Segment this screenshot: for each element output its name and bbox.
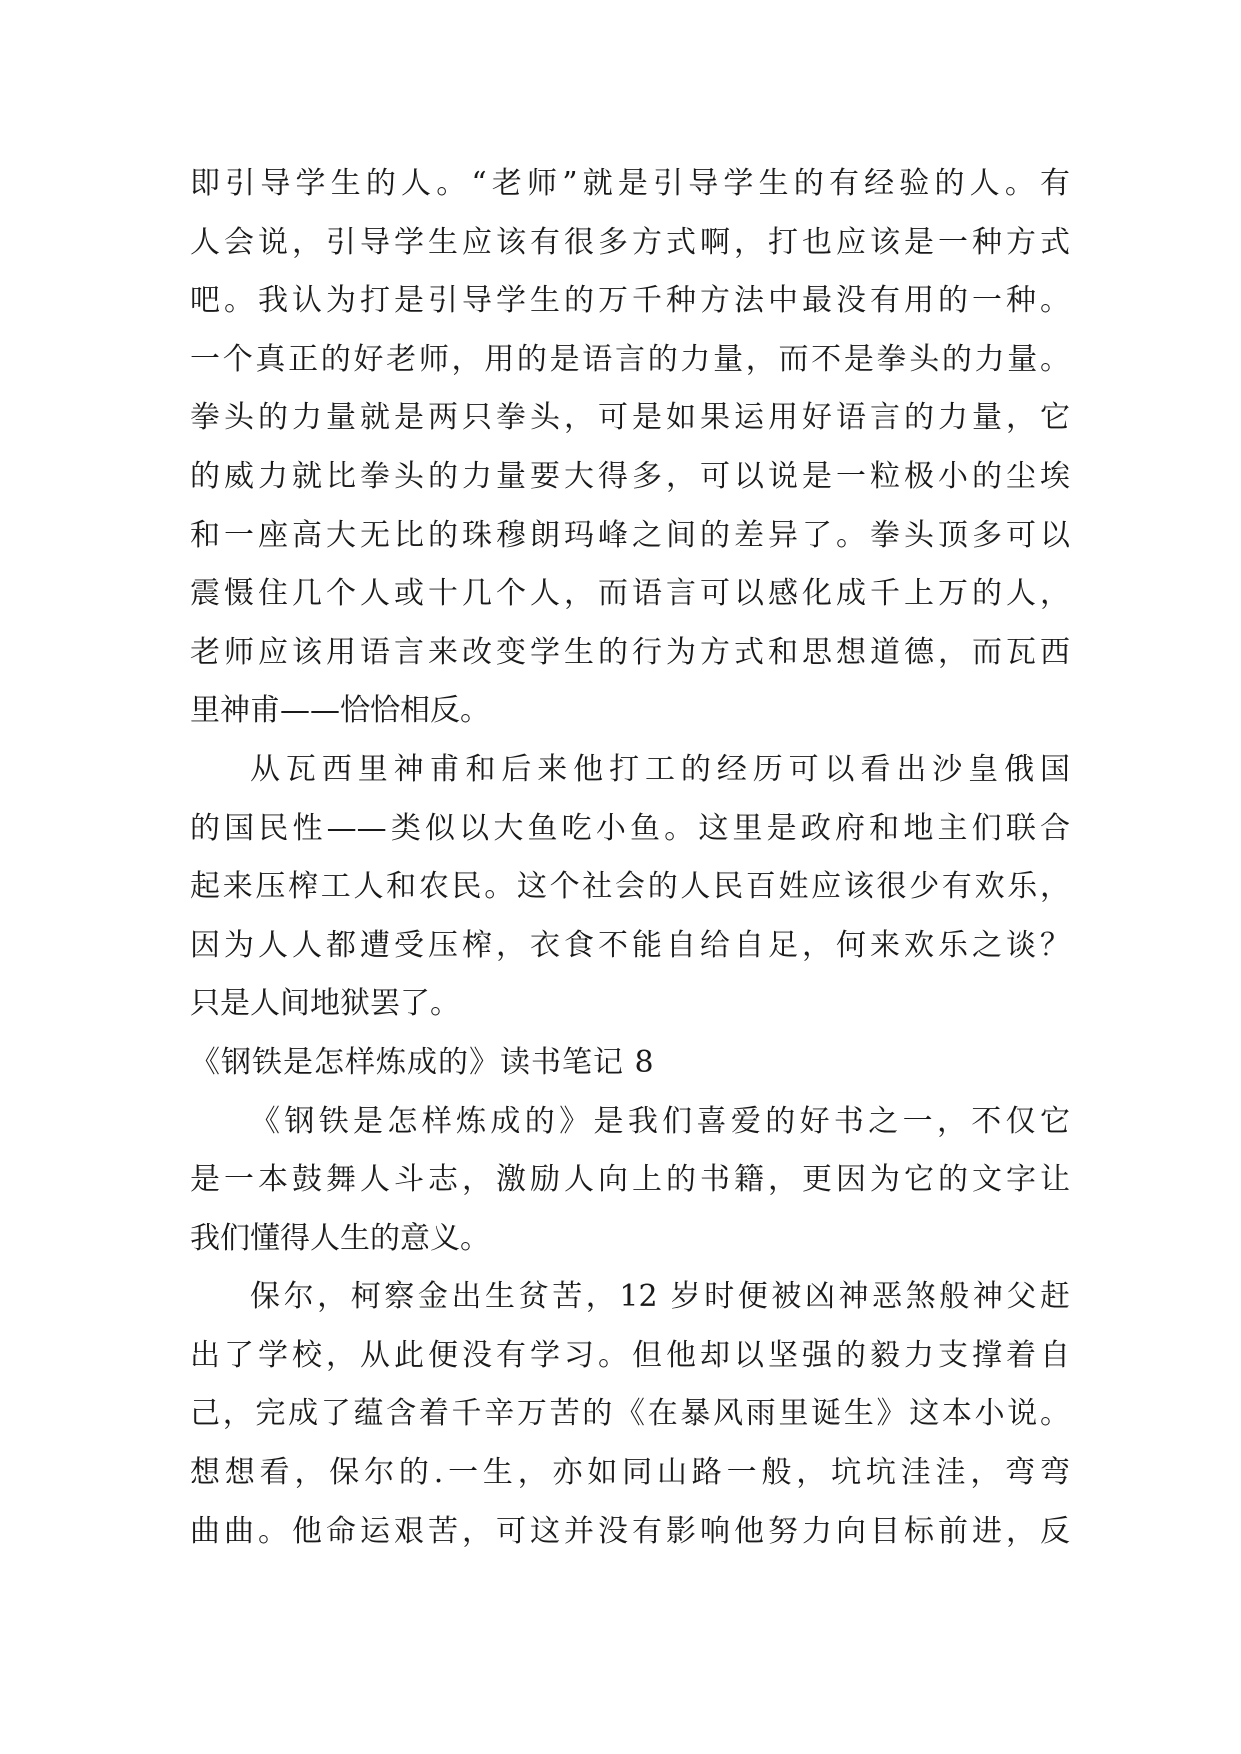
paragraph <box>190 155 1070 741</box>
text-line: 《钢铁是怎样炼成的》是我们喜爱的好书之一，不仅它 <box>250 1103 1070 1139</box>
text-line: 己，完成了蕴含着千辛万苦的《在暴风雨里诞生》这本小说。 <box>190 1396 1070 1432</box>
text-line: 人会说，引导学生应该有很多方式啊，打也应该是一种方式 <box>190 224 1070 260</box>
text-line: 一个真正的好老师，用的是语言的力量，而不是拳头的力量。 <box>190 341 1070 377</box>
heading-line: 《钢铁是怎样炼成的》读书笔记 8 <box>190 1044 655 1080</box>
text-line: 的威力就比拳头的力量要大得多，可以说是一粒极小的尘埃 <box>190 458 1070 494</box>
text-line: 的国民性——类似以大鱼吃小鱼。这里是政府和地主们联合 <box>190 810 1070 846</box>
text-line: 拳头的力量就是两只拳头，可是如果运用好语言的力量，它 <box>190 400 1070 436</box>
text-line: 吧。我认为打是引导学生的万千种方法中最没有用的一种。 <box>190 283 1070 319</box>
text-line: 我们懂得人生的意义。 <box>190 1220 490 1256</box>
text-line: 震慑住几个人或十几个人，而语言可以感化成千上万的人， <box>190 576 1070 612</box>
paragraph <box>190 1093 1070 1269</box>
text-line: 因为人人都遭受压榨，衣食不能自给自足，何来欢乐之谈？ <box>190 927 1070 963</box>
document-page <box>190 155 1070 1561</box>
text-line: 保尔，柯察金出生贫苦，12 岁时便被凶神恶煞般神父赶 <box>250 1279 1070 1315</box>
text-line: 曲曲。他命运艰苦，可这并没有影响他努力向目标前进，反 <box>190 1513 1070 1549</box>
text-line: 想想看，保尔的.一生，亦如同山路一般，坑坑洼洼，弯弯 <box>190 1455 1070 1491</box>
text-line: 起来压榨工人和农民。这个社会的人民百姓应该很少有欢乐， <box>190 869 1070 905</box>
text-line: 从瓦西里神甫和后来他打工的经历可以看出沙皇俄国 <box>250 751 1070 787</box>
text-line: 老师应该用语言来改变学生的行为方式和思想道德，而瓦西 <box>190 634 1070 670</box>
text-line: 里神甫——恰恰相反。 <box>190 693 490 729</box>
text-line: 出了学校，从此便没有学习。但他却以坚强的毅力支撑着自 <box>190 1337 1070 1373</box>
document-body <box>190 155 1070 1561</box>
text-line: 只是人间地狱罢了。 <box>190 986 460 1022</box>
paragraph <box>190 1268 1070 1561</box>
paragraph <box>190 741 1070 1034</box>
text-line: 是一本鼓舞人斗志，激励人向上的书籍，更因为它的文字让 <box>190 1162 1070 1198</box>
text-line: 和一座高大无比的珠穆朗玛峰之间的差异了。拳头顶多可以 <box>190 517 1070 553</box>
text-line: 即引导学生的人。“老师”就是引导学生的有经验的人。有 <box>190 166 1070 201</box>
section-heading <box>190 1034 1070 1093</box>
